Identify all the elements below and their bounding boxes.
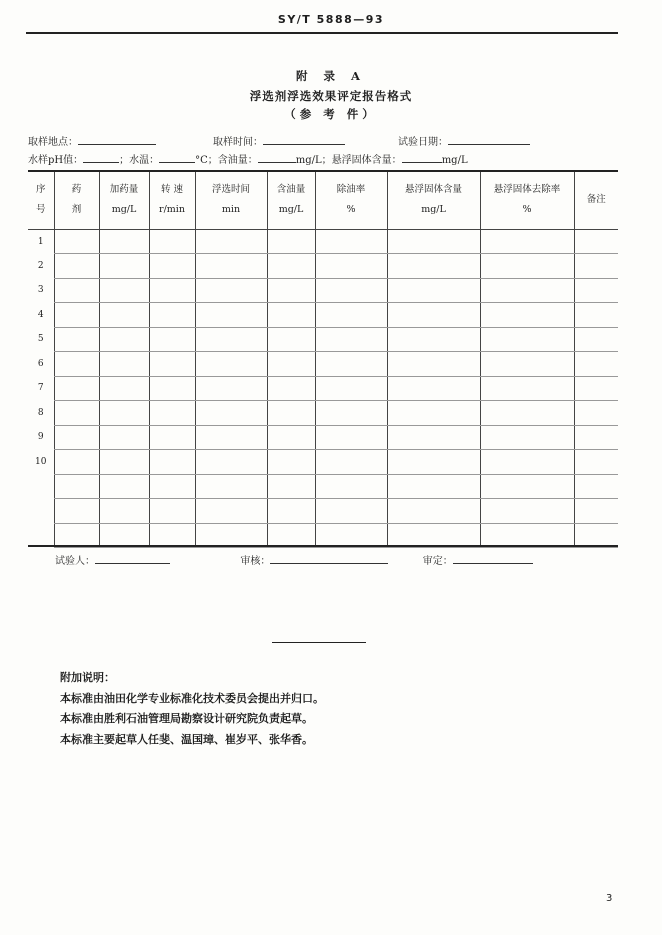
table-row <box>28 499 618 524</box>
table-cell <box>387 450 480 475</box>
note-line: 本标准由油田化学专业标准化技术委员会提出并归口。 <box>60 691 324 705</box>
table-row <box>28 376 618 401</box>
table-cell <box>315 254 387 279</box>
table-cell <box>195 450 267 475</box>
note-line: 本标准主要起草人任斐、温国璋、崔岁平、张华香。 <box>60 732 313 746</box>
table-cell <box>54 450 99 475</box>
water-temp-blank <box>159 152 195 163</box>
column-header-name: 除油率 <box>336 184 366 196</box>
table-cell <box>574 450 618 475</box>
table-cell <box>574 376 618 401</box>
row-number <box>28 523 54 548</box>
table-cell <box>267 401 315 426</box>
table-cell <box>574 327 618 352</box>
table-cell <box>195 229 267 254</box>
row-number: 8 <box>37 407 44 418</box>
table-cell <box>480 499 574 524</box>
table-cell <box>54 254 99 279</box>
table-cell <box>315 376 387 401</box>
column-header <box>387 171 480 229</box>
table-cell <box>54 499 99 524</box>
table-cell <box>387 229 480 254</box>
column-header-unit: % <box>346 204 356 216</box>
row-number <box>28 499 54 524</box>
table-cell <box>480 376 574 401</box>
table-cell <box>387 499 480 524</box>
table-cell <box>387 425 480 450</box>
table-cell <box>54 376 99 401</box>
table-cell <box>387 401 480 426</box>
table-cell <box>99 523 149 548</box>
column-header-name: 含油量 <box>276 184 306 196</box>
column-header <box>574 171 618 229</box>
table-cell <box>574 499 618 524</box>
table-cell <box>195 303 267 328</box>
column-header-unit: 剂 <box>71 204 82 216</box>
table-bottom-rule <box>28 545 618 547</box>
ph-blank <box>83 152 119 163</box>
table-cell <box>574 523 618 548</box>
table-cell <box>149 523 195 548</box>
table-cell <box>195 278 267 303</box>
table-cell <box>149 352 195 377</box>
table-cell <box>267 327 315 352</box>
table-cell <box>149 499 195 524</box>
table-cell <box>480 327 574 352</box>
reference-note: （参 考 件） <box>284 107 378 121</box>
oil-content-label: 含油量： <box>217 155 258 166</box>
table-cell <box>99 425 149 450</box>
table-cell <box>480 450 574 475</box>
table-header <box>28 171 618 229</box>
row-number: 10 <box>35 456 47 467</box>
table-cell <box>315 229 387 254</box>
table-cell <box>480 352 574 377</box>
table-cell <box>267 425 315 450</box>
table-cell <box>267 229 315 254</box>
table-cell <box>315 499 387 524</box>
sample-time-label: 取样时间： <box>213 137 263 148</box>
table-cell <box>149 401 195 426</box>
table-cell <box>54 278 99 303</box>
table-cell <box>54 327 99 352</box>
table-cell <box>574 303 618 328</box>
note-separator <box>272 642 366 643</box>
table-row <box>28 450 618 475</box>
row-number: 5 <box>37 334 44 345</box>
table-cell <box>99 327 149 352</box>
table-cell <box>99 376 149 401</box>
table-cell <box>315 327 387 352</box>
approver-blank <box>453 553 533 564</box>
tester-label: 试验人： <box>55 556 95 567</box>
column-header-name: 转 速 <box>160 184 184 196</box>
row-number: 1 <box>37 236 44 247</box>
table-cell <box>99 474 149 499</box>
test-date-field <box>398 133 530 148</box>
table-cell <box>195 401 267 426</box>
column-header <box>480 171 574 229</box>
table-cell <box>574 352 618 377</box>
table-row <box>28 523 618 548</box>
column-header-unit: min <box>221 204 241 216</box>
sample-time-field <box>213 133 345 148</box>
signature-row <box>55 552 533 567</box>
table-cell <box>480 278 574 303</box>
row-number <box>28 474 54 499</box>
table-cell <box>387 474 480 499</box>
water-params-row <box>28 151 468 166</box>
table-cell <box>315 352 387 377</box>
table-cell <box>574 254 618 279</box>
column-header <box>54 171 99 229</box>
table-cell <box>54 425 99 450</box>
test-date-label: 试验日期： <box>398 137 448 148</box>
table-cell <box>315 474 387 499</box>
table-cell <box>149 376 195 401</box>
table-cell <box>267 499 315 524</box>
column-header <box>99 171 149 229</box>
table-row <box>28 229 618 254</box>
table-cell <box>574 474 618 499</box>
table-cell <box>267 450 315 475</box>
page-number: 3 <box>606 893 613 904</box>
table-cell <box>195 474 267 499</box>
test-date-blank <box>448 134 530 145</box>
table-cell <box>387 254 480 279</box>
table-cell <box>480 425 574 450</box>
column-header-unit: r/min <box>159 204 185 216</box>
table-cell <box>149 229 195 254</box>
row-number: 3 <box>37 285 44 296</box>
suspended-solids-blank <box>402 152 442 163</box>
table-cell <box>315 450 387 475</box>
table-cell <box>54 474 99 499</box>
row-number: 7 <box>37 383 44 394</box>
oil-content-unit: mg/L； <box>295 155 332 166</box>
column-header <box>28 171 54 229</box>
column-header-name: 悬浮固体含量 <box>404 184 462 196</box>
table-cell <box>99 499 149 524</box>
table-cell <box>195 376 267 401</box>
table-cell <box>387 352 480 377</box>
column-header <box>267 171 315 229</box>
table-cell <box>99 401 149 426</box>
sample-location-blank <box>78 134 156 145</box>
column-header-unit: mg/L <box>278 204 304 216</box>
table-cell <box>315 425 387 450</box>
table-cell <box>267 278 315 303</box>
tester-blank <box>95 553 170 564</box>
row-number: 9 <box>37 432 44 443</box>
form-title: 浮选剂浮选效果评定报告格式 <box>249 89 413 103</box>
table-row <box>28 327 618 352</box>
reviewer-label: 审核： <box>240 556 271 567</box>
column-header <box>315 171 387 229</box>
table-cell <box>195 425 267 450</box>
table-cell <box>267 303 315 328</box>
sample-location-label: 取样地点： <box>28 137 78 148</box>
table-cell <box>480 474 574 499</box>
table-cell <box>54 352 99 377</box>
table-cell <box>195 254 267 279</box>
table-cell <box>54 523 99 548</box>
table-cell <box>149 303 195 328</box>
table-cell <box>480 229 574 254</box>
table-body <box>28 229 618 548</box>
table-row <box>28 401 618 426</box>
table-cell <box>99 229 149 254</box>
table-cell <box>387 523 480 548</box>
table-cell <box>54 229 99 254</box>
appendix-label: 附 录 A <box>296 69 366 83</box>
table-cell <box>149 327 195 352</box>
table-row <box>28 474 618 499</box>
table-cell <box>267 474 315 499</box>
additional-notes <box>60 668 324 750</box>
table-row <box>28 425 618 450</box>
water-temp-unit: °C； <box>195 155 218 166</box>
table-row <box>28 254 618 279</box>
table-cell <box>315 303 387 328</box>
water-temp-label: 水温： <box>129 155 160 166</box>
approver-label: 审定： <box>422 556 453 567</box>
column-header-name: 序 <box>35 184 46 196</box>
table-cell <box>195 327 267 352</box>
sample-location-field <box>28 133 156 148</box>
table-cell <box>387 303 480 328</box>
table-cell <box>195 523 267 548</box>
suspended-solids-label: 悬浮固体含量： <box>331 155 402 166</box>
column-header <box>149 171 195 229</box>
table-cell <box>315 523 387 548</box>
table-cell <box>387 327 480 352</box>
column-header-name: 浮选时间 <box>211 184 250 196</box>
sample-time-blank <box>263 134 345 145</box>
table-cell <box>99 352 149 377</box>
column-header-name: 药 <box>71 184 82 196</box>
result-table <box>28 170 618 548</box>
table-cell <box>387 278 480 303</box>
table-cell <box>387 376 480 401</box>
table-row <box>28 303 618 328</box>
table-cell <box>480 254 574 279</box>
table-cell <box>267 254 315 279</box>
table-cell <box>195 352 267 377</box>
column-header-unit: 号 <box>35 204 46 216</box>
column-header-unit: mg/L <box>421 204 446 216</box>
column-header-name: 悬浮固体去除率 <box>493 184 561 196</box>
table-cell <box>267 376 315 401</box>
column-header-unit: mg/L <box>111 204 137 216</box>
table-cell <box>480 401 574 426</box>
table-cell <box>315 401 387 426</box>
ph-label: 水样pH值： <box>28 155 84 166</box>
row-number: 6 <box>37 358 44 369</box>
note-line: 本标准由胜利石油管理局勘察设计研究院负责起草。 <box>60 712 313 725</box>
table-cell <box>315 278 387 303</box>
table-cell <box>149 450 195 475</box>
column-header-name: 加药量 <box>109 184 139 196</box>
table-cell <box>99 278 149 303</box>
table-cell <box>99 450 149 475</box>
column-header-name: 备注 <box>586 194 606 206</box>
table-row <box>28 352 618 377</box>
table-cell <box>267 352 315 377</box>
table-cell <box>574 278 618 303</box>
table-cell <box>480 523 574 548</box>
row-number: 2 <box>37 260 44 271</box>
table-cell <box>574 425 618 450</box>
table-cell <box>195 499 267 524</box>
table-cell <box>149 474 195 499</box>
table-cell <box>574 401 618 426</box>
table-cell <box>480 303 574 328</box>
table-cell <box>149 425 195 450</box>
suspended-solids-unit: mg/L <box>441 155 468 166</box>
table-cell <box>267 523 315 548</box>
table-cell <box>149 254 195 279</box>
notes-heading: 附加说明： <box>60 671 115 684</box>
table-cell <box>54 303 99 328</box>
row-number: 4 <box>37 309 44 320</box>
header-rule <box>26 32 618 34</box>
table-cell <box>99 303 149 328</box>
separator: ； <box>119 155 130 166</box>
standard-code: SY/T 5888—93 <box>277 13 385 26</box>
column-header-unit: % <box>522 204 532 216</box>
table-cell <box>149 278 195 303</box>
table-cell <box>99 254 149 279</box>
reviewer-blank <box>270 553 388 564</box>
oil-content-blank <box>258 152 296 163</box>
column-header <box>195 171 267 229</box>
table-cell <box>54 401 99 426</box>
table-cell <box>574 229 618 254</box>
table-row <box>28 278 618 303</box>
